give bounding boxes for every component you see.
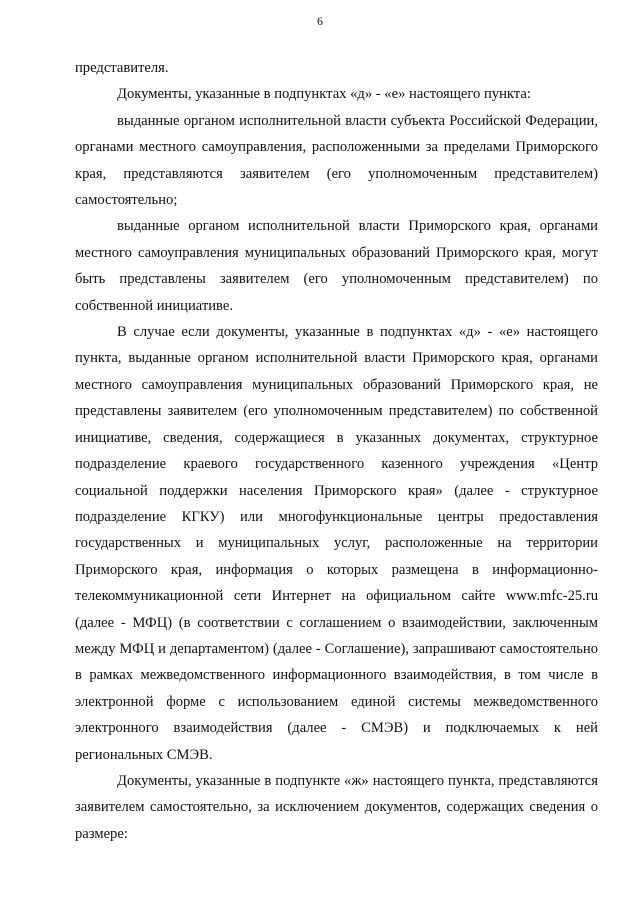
paragraph-2: Документы, указанные в подпунктах «д» - «е» настоящего пункта: (117, 86, 531, 103)
paragraph-6: Документы, указанные в подпункте «ж» настоящего пункта, представляются заявителем самостоятельно, за исключением документов, содержащих сведения о размере: (75, 772, 598, 842)
paragraph-1: представителя. (75, 60, 169, 76)
paragraph-3: выданные органом исполнительной власти субъекта Российской Федерации, органами местного самоуправления, расположенными за пределами Приморского края, представляются заявителем (его уполномоченным представителем) самостоятельно; (75, 112, 598, 209)
document-body (75, 55, 598, 847)
paragraph-5: В случае если документы, указанные в подпунктах «д» - «е» настоящего пункта, выданные органом исполнительной власти Приморского края, органами местного самоуправления муниципальных образований Приморского края, не представлены заявителем (его уполномоченным представителем) по собственной инициативе, сведения, содержащиеся в указанных документах, структурное подразделение краевого государственного казенного учреждения «Центр социальной поддержки населения Приморского края» (далее - структурное подразделение КГКУ) или многофункциональные центры предоставления государственных и муниципальных услуг, расположенные на территории Приморского края, информация о которых размещена в информационно-телекоммуникационной сети Интернет на официальном сайте www.mfc-25.ru (далее - МФЦ) (в соответствии с соглашением о взаимодействии, заключенным между МФЦ и департаментом) (далее - Соглашение), запрашивают самостоятельно в рамках межведомственного информационного взаимодействия, в том числе в электронной форме с использованием единой системы межведомственного электронного взаимодействия (далее - СМЭВ) и подключаемых к ней региональных СМЭВ. (75, 324, 598, 763)
page-number: 6 (317, 14, 323, 28)
paragraph-4: выданные органом исполнительной власти Приморского края, органами местного самоуправления муниципальных образований Приморского края, могут быть представлены заявителем (его уполномоченным представителем) по собственной инициативе. (75, 218, 598, 314)
